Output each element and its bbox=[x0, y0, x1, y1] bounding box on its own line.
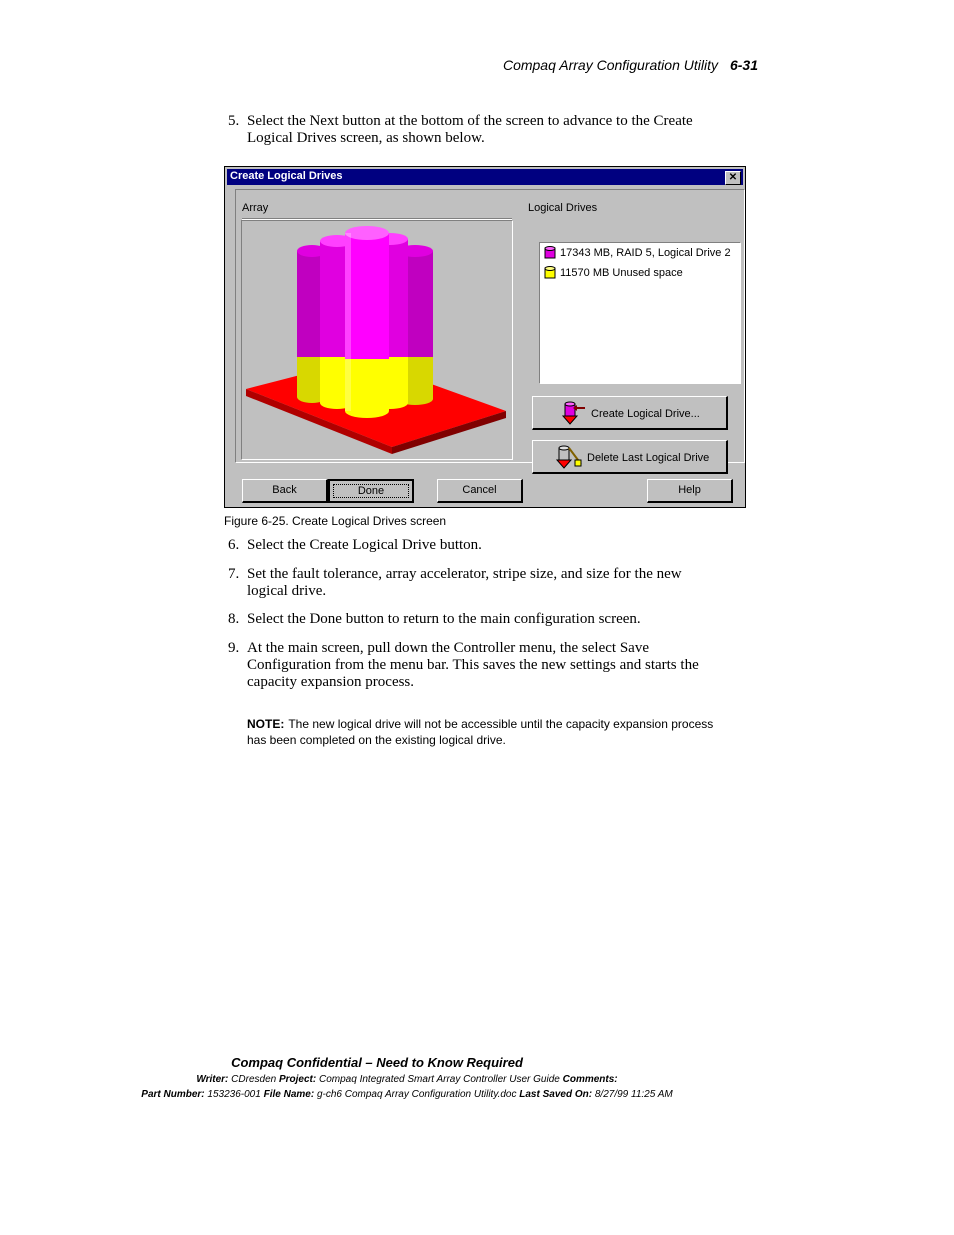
done-button-label: Done bbox=[357, 485, 385, 497]
step-number: 7. bbox=[228, 566, 240, 582]
writer-label: Writer: bbox=[196, 1074, 229, 1085]
footer-line-1 bbox=[0, 1074, 884, 1085]
drive-cylinder bbox=[345, 226, 389, 418]
delete-last-logical-drive-button[interactable] bbox=[532, 440, 728, 474]
step-text: Select the Next button at the bottom of the screen to advance to the Create Logical Drives screen, as shown below. bbox=[247, 113, 693, 146]
help-button-label: Help bbox=[678, 484, 701, 496]
step-text: Select the Done button to return to the main configuration screen. bbox=[247, 611, 641, 627]
file-name-value: g-ch6 Compaq Array Configuration Utility.doc bbox=[316, 1089, 517, 1100]
comments-label: Comments: bbox=[562, 1074, 618, 1085]
step-text: Set the fault tolerance, array accelerator, stripe size, and size for the new logical drive. bbox=[247, 566, 682, 599]
dialog-main-panel bbox=[235, 189, 745, 463]
note bbox=[247, 716, 727, 748]
figure-caption: Figure 6-25. Create Logical Drives screen bbox=[224, 514, 447, 528]
step-text: Select the Create Logical Drive button. bbox=[247, 537, 482, 553]
drive-text: 11570 MB Unused space bbox=[560, 267, 683, 279]
back-button[interactable] bbox=[242, 479, 328, 503]
part-number-label: Part Number: bbox=[141, 1089, 205, 1100]
note-label: NOTE: bbox=[247, 717, 285, 731]
step-number: 5. bbox=[228, 113, 240, 129]
cancel-button-label: Cancel bbox=[462, 484, 497, 496]
confidential-text: Compaq Confidential – Need to Know Required bbox=[231, 1055, 523, 1070]
step-text: At the main screen, pull down the Controller menu, the select Save Configuration from the menu bar. This saves the new settings and starts the capacity expansion process. bbox=[247, 640, 699, 690]
part-number-value: 153236-001 bbox=[207, 1089, 261, 1100]
drive-text: 17343 MB, RAID 5, Logical Drive 2 bbox=[560, 247, 731, 259]
page-number: 6-31 bbox=[729, 57, 758, 73]
create-logical-drive-button[interactable] bbox=[532, 396, 728, 430]
raid-drive-icon bbox=[544, 246, 556, 260]
note-text: The new logical drive will not be accessible until the capacity expansion process has been completed on the existing logical drive. bbox=[247, 717, 714, 747]
array-view bbox=[241, 220, 513, 460]
project-label: Project: bbox=[278, 1074, 317, 1085]
help-button[interactable] bbox=[647, 479, 733, 503]
header-title: Compaq Array Configuration Utility bbox=[502, 57, 718, 73]
done-button[interactable] bbox=[328, 479, 414, 503]
create-button-label: Create Logical Drive... bbox=[591, 408, 700, 420]
last-saved-value: 8/27/99 11:25 AM bbox=[594, 1089, 673, 1100]
step-number: 9. bbox=[228, 640, 240, 656]
dialog-title: Create Logical Drives bbox=[230, 170, 343, 182]
back-button-label: Back bbox=[272, 484, 297, 496]
running-header bbox=[503, 57, 758, 73]
writer-value: CDresden bbox=[231, 1074, 277, 1085]
cancel-button[interactable] bbox=[437, 479, 523, 503]
step-number: 8. bbox=[228, 611, 240, 627]
logical-drives-list[interactable] bbox=[539, 242, 741, 384]
unused-space-icon bbox=[544, 266, 556, 280]
array-label: Array bbox=[242, 202, 269, 214]
step-number: 6. bbox=[228, 537, 240, 553]
footer-line-2 bbox=[0, 1089, 884, 1100]
array-3d-graphic bbox=[242, 221, 512, 459]
delete-button-label: Delete Last Logical Drive bbox=[587, 452, 710, 464]
dialog-titlebar bbox=[227, 169, 743, 185]
close-icon[interactable]: ✕ bbox=[725, 171, 741, 185]
file-name-label: File Name: bbox=[263, 1089, 315, 1100]
project-value: Compaq Integrated Smart Array Controller User Guide bbox=[319, 1074, 560, 1085]
delete-drive-icon bbox=[555, 444, 583, 470]
create-logical-drives-dialog bbox=[224, 166, 746, 508]
last-saved-label: Last Saved On: bbox=[519, 1089, 593, 1100]
logical-drives-label: Logical Drives bbox=[528, 202, 598, 214]
confidential-notice bbox=[0, 1055, 854, 1070]
create-drive-icon bbox=[561, 400, 587, 426]
